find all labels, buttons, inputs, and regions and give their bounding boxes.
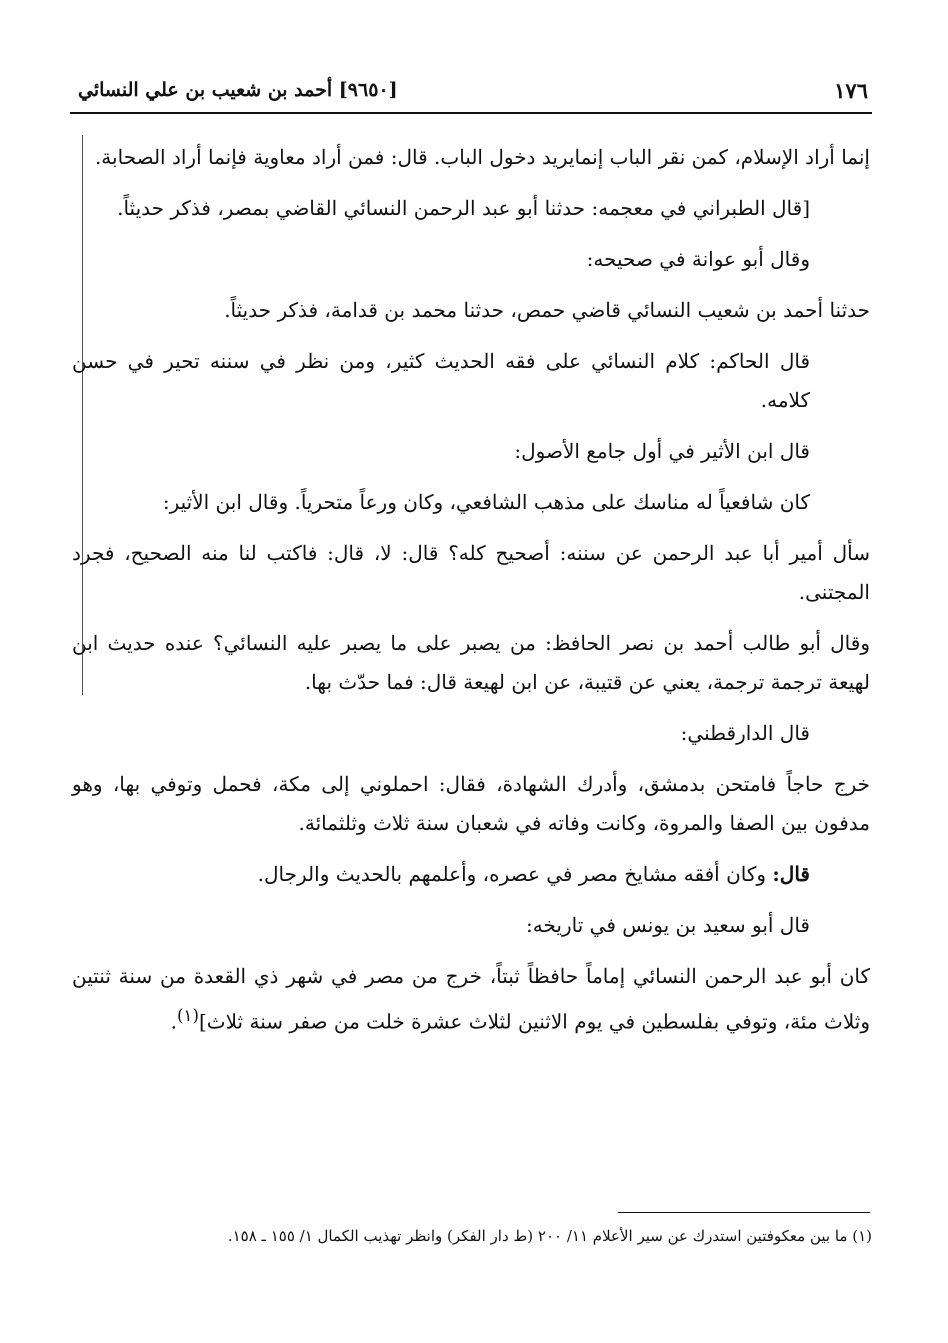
running-title: [٩٦٥٠] أحمد بن شعيب بن علي النسائي (78, 79, 398, 101)
paragraph: قال أبو سعيد بن يونس في تاريخه: (526, 913, 810, 937)
paragraph-with-label (72, 855, 870, 894)
paragraph-text: وكان أفقه مشايخ مصر في عصره، وأعلمهم بالحديث والرجال. (257, 862, 767, 886)
footnote-reference[interactable]: (١) (177, 1006, 199, 1025)
page-header (78, 72, 868, 108)
qal-label: قال: (772, 862, 810, 886)
footnote: (١) ما بين معكوفتين استدرك عن سير الأعلام ١١/ ٢٠٠ (ط دار الفكر) وانظر تهذيب الكمال ١/ ١٥٥ ـ ١٥٨. (227, 1227, 872, 1245)
paragraph: قال الدارقطني: (680, 721, 810, 745)
paragraph: قال الحاكم: كلام النسائي على فقه الحديث كثير، ومن نظر في سننه تحير في حسن كلامه. (72, 349, 810, 412)
paragraph: سأل أمير أبا عبد الرحمن عن سننه: أصحيح كله؟ قال: لا، قال: فاكتب لنا منه الصحيح، فجرد المجتنى. (72, 541, 870, 604)
paragraph: حدثنا أحمد بن شعيب النسائي قاضي حمص، حدثنا محمد بن قدامة، فذكر حديثاً. (224, 298, 870, 322)
paragraph-text: كان أبو عبد الرحمن النسائي إماماً حافظاً ثبتاً، خرج من مصر في شهر ذي القعدة من سنة ثنتين وثلاث مئة، وتوفي بفلسطين في يوم الاثنين لثلاث عشرة خلت من صفر سنة ثلاث] (72, 964, 870, 1034)
page-body (72, 138, 870, 1054)
paragraph: كان شافعياً له مناسك على مذهب الشافعي، وكان ورعاً متحرياً. وقال ابن الأثير: (162, 490, 810, 514)
page-number: ١٧٦ (834, 77, 868, 103)
paragraph: وقال أبو طالب أحمد بن نصر الحافظ: من يصبر على ما يصبر عليه النسائي؟ عنده حديث ابن لهيعة ترجمة ترجمة، يعني عن قتيبة، عن ابن لهيعة قال: فما حدّث بها. (72, 631, 870, 694)
sentence-end: . (170, 1009, 178, 1034)
paragraph: [قال الطبراني في معجمه: حدثنا أبو عبد الرحمن النسائي القاضي بمصر، فذكر حديثاً. (117, 196, 810, 220)
header-rule (70, 112, 872, 114)
footnote-rule (618, 1212, 870, 1213)
paragraph: وقال أبو عوانة في صحيحه: (586, 247, 810, 271)
paragraph: قال ابن الأثير في أول جامع الأصول: (514, 439, 810, 463)
paragraph: خرج حاجاً فامتحن بدمشق، وأدرك الشهادة، فقال: احملوني إلى مكة، فحمل وتوفي بها، وهو مدفون بين الصفا والمروة، وكانت وفاته في شعبان سنة ثلاث وثلثمائة. (72, 772, 870, 835)
paragraph: إنما أراد الإسلام، كمن نقر الباب إنمايريد دخول الباب. قال: فمن أراد معاوية فإنما أراد الصحابة. (94, 145, 870, 169)
paragraph-with-footnote (72, 957, 870, 1042)
